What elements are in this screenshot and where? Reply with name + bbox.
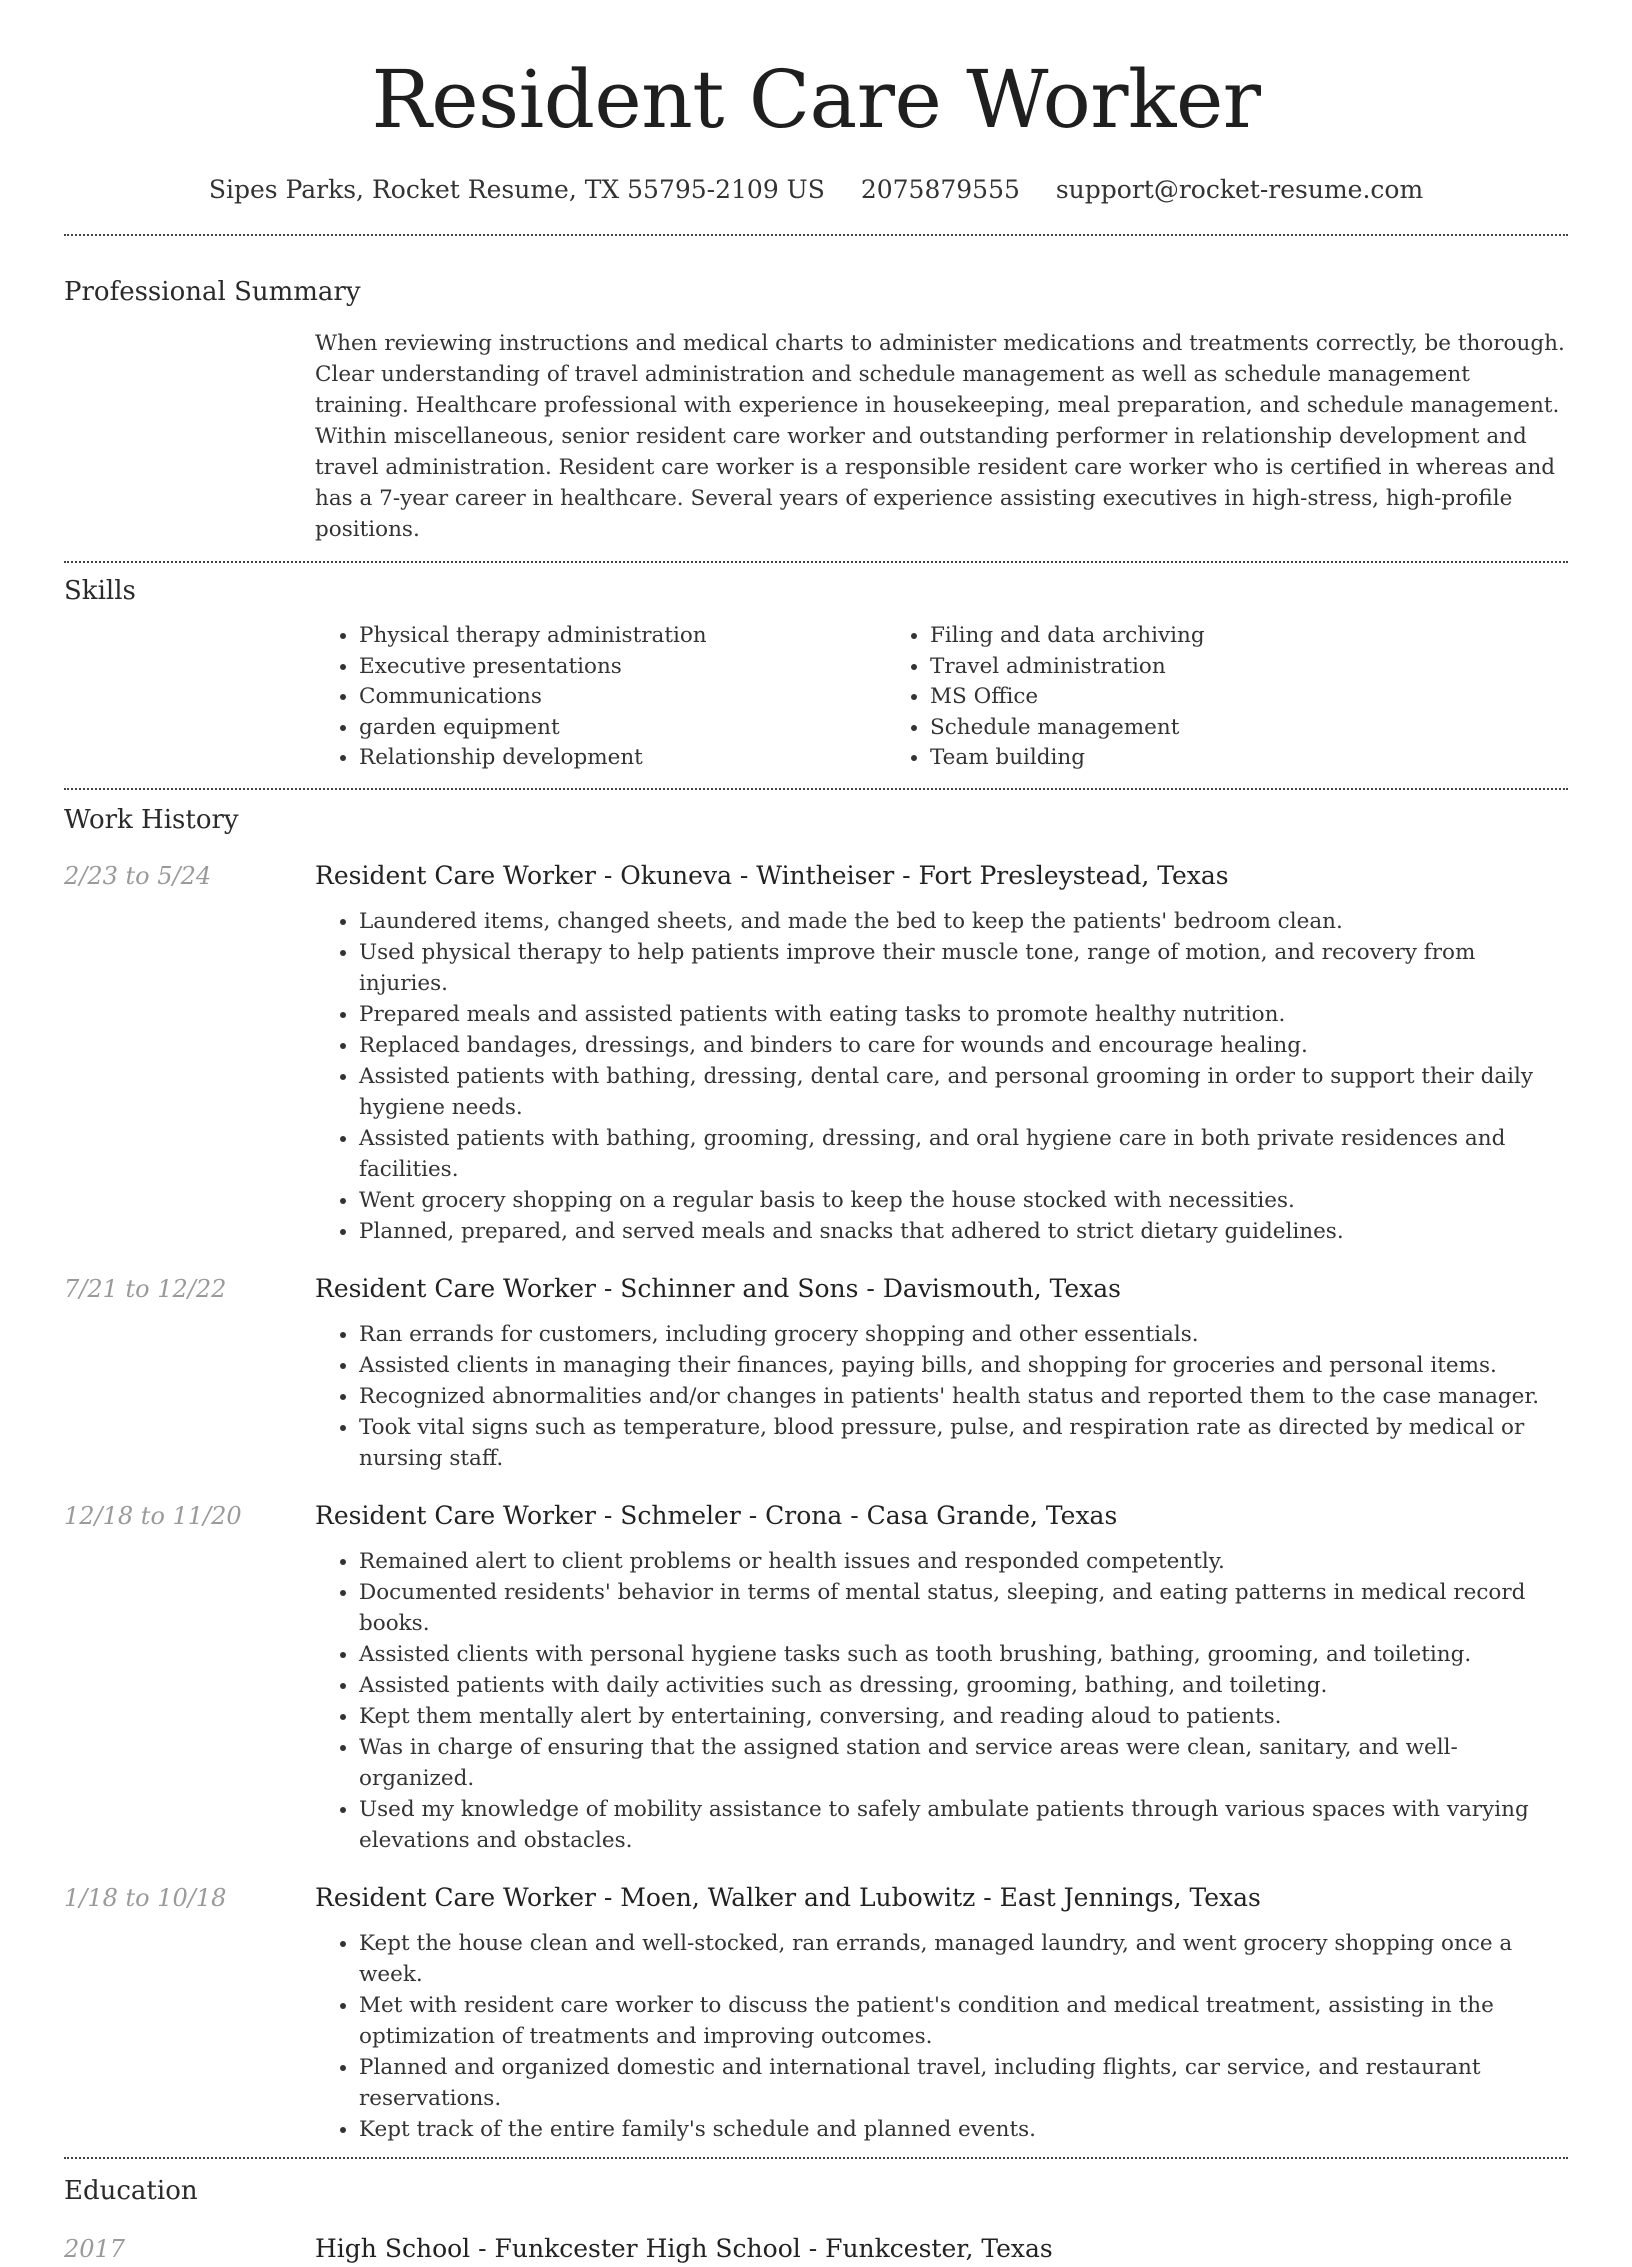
job-bullet: • Laundered items, changed sheets, and made the bed to keep the patients' bedroom clean. — [359, 906, 1568, 937]
job-bullet: • Assisted clients with personal hygiene tasks such as tooth brushing, bathing, grooming, and toileting. — [359, 1639, 1568, 1670]
job-body — [315, 1880, 1568, 2145]
job-bullet: • Used my knowledge of mobility assistance to safely ambulate patients through various spaces with varying elevations and obstacles. — [359, 1794, 1568, 1856]
skills-heading: Skills — [64, 576, 136, 606]
address: Sipes Parks, Rocket Resume, TX 55795-2109 US — [208, 175, 825, 204]
job-dates: 7/21 to 12/22 — [64, 1274, 227, 1303]
skills-column-2 — [886, 621, 1205, 774]
education-entry — [64, 2231, 1568, 2267]
job-dates: 1/18 to 10/18 — [64, 1883, 227, 1912]
job-title: Resident Care Worker - Okuneva - Wintheiser - Fort Presleystead, Texas — [315, 860, 1229, 890]
job-bullet: • Assisted patients with daily activities such as dressing, grooming, bathing, and toileting. — [359, 1670, 1568, 1701]
job-title: Resident Care Worker - Moen, Walker and Lubowitz - East Jennings, Texas — [315, 1882, 1261, 1912]
job-entry — [64, 1498, 1568, 1856]
phone: 2075879555 — [860, 175, 1020, 204]
job-bullet: • Remained alert to client problems or health issues and responded competently. — [359, 1546, 1568, 1577]
job-bullet: • Prepared meals and assisted patients with eating tasks to promote healthy nutrition. — [359, 999, 1568, 1030]
section-divider — [64, 2157, 1568, 2159]
education-title: High School - Funkcester High School - Funkcester, Texas — [315, 2233, 1053, 2263]
job-bullet: • Ran errands for customers, including grocery shopping and other essentials. — [359, 1319, 1568, 1350]
job-bullet: • Went grocery shopping on a regular basis to keep the house stocked with necessities. — [359, 1185, 1568, 1216]
job-bullet: • Planned and organized domestic and international travel, including flights, car service, and restaurant reservations. — [359, 2052, 1568, 2114]
job-title: Resident Care Worker - Schinner and Sons - Davismouth, Texas — [315, 1273, 1121, 1303]
education-body — [315, 2231, 1568, 2267]
candidate-name: Resident Care Worker — [371, 53, 1261, 146]
job-bullet: • Met with resident care worker to discuss the patient's condition and medical treatment, assisting in the optimization of treatments and improving outcomes. — [359, 1990, 1568, 2052]
skill-item: • garden equipment — [359, 713, 886, 744]
job-bullets — [315, 1928, 1568, 2145]
email: support@rocket-resume.com — [1055, 175, 1424, 204]
job-bullet: • Planned, prepared, and served meals and snacks that adhered to strict dietary guidelines. — [359, 1216, 1568, 1247]
job-bullet: • Used physical therapy to help patients improve their muscle tone, range of motion, and recovery from injuries. — [359, 937, 1568, 999]
summary-heading: Professional Summary — [64, 277, 361, 307]
job-bullets — [315, 1546, 1568, 1856]
skill-item: • Physical therapy administration — [359, 621, 886, 652]
job-bullet: • Was in charge of ensuring that the assigned station and service areas were clean, sanitary, and well-organized. — [359, 1732, 1568, 1794]
job-body — [315, 1271, 1568, 1474]
section-divider — [64, 788, 1568, 790]
resume-header — [64, 0, 1568, 210]
skill-item: • Communications — [359, 682, 886, 713]
skill-item: • Team building — [930, 743, 1205, 774]
job-bullet: • Replaced bandages, dressings, and binders to care for wounds and encourage healing. — [359, 1030, 1568, 1061]
skills-column-1 — [315, 621, 886, 774]
skills-list — [315, 621, 1568, 788]
job-bullet: • Assisted patients with bathing, grooming, dressing, and oral hygiene care in both private residences and facilities. — [359, 1123, 1568, 1185]
job-title: Resident Care Worker - Schmeler - Crona - Casa Grande, Texas — [315, 1500, 1118, 1530]
job-bullets — [315, 1319, 1568, 1474]
job-dates: 2/23 to 5/24 — [64, 861, 212, 890]
education-year: 2017 — [64, 2234, 126, 2263]
job-body — [315, 1498, 1568, 1856]
skill-item: • MS Office — [930, 682, 1205, 713]
summary-text: When reviewing instructions and medical charts to administer medications and treatments correctly, be thorough. Clear understanding of travel administration and schedule management as well as schedule management training. Healthcare professional with experience in housekeeping, meal preparation, and schedule management. Within miscellaneous, senior resident care worker and outstanding performer in relationship development and travel administration. Resident care worker is a responsible resident care worker who is certified in whereas and has a 7-year career in healthcare. Several years of experience assisting executives in high-stress, high-profile positions. — [315, 331, 1565, 542]
job-bullet: • Documented residents' behavior in terms of mental status, sleeping, and eating patterns in medical record books. — [359, 1577, 1568, 1639]
job-bullets — [315, 906, 1568, 1247]
job-bullet: • Took vital signs such as temperature, blood pressure, pulse, and respiration rate as directed by medical or nursing staff. — [359, 1412, 1568, 1474]
job-entry — [64, 1880, 1568, 2157]
skill-item: • Schedule management — [930, 713, 1205, 744]
job-bullet: • Kept the house clean and well-stocked, ran errands, managed laundry, and went grocery shopping once a week. — [359, 1928, 1568, 1990]
section-divider — [64, 234, 1568, 236]
job-bullet: • Recognized abnormalities and/or changes in patients' health status and reported them to the case manager. — [359, 1381, 1568, 1412]
contact-line — [64, 170, 1568, 210]
work-history-heading: Work History — [64, 804, 239, 835]
skill-item: • Executive presentations — [359, 652, 886, 683]
skill-item: • Filing and data archiving — [930, 621, 1205, 652]
job-bullet: • Assisted patients with bathing, dressing, dental care, and personal grooming in order to support their daily hygiene needs. — [359, 1061, 1568, 1123]
skill-item: • Relationship development — [359, 743, 886, 774]
job-entry — [64, 858, 1568, 1247]
job-entry — [64, 1271, 1568, 1474]
job-body — [315, 858, 1568, 1247]
job-dates: 12/18 to 11/20 — [64, 1501, 242, 1530]
education-heading: Education — [64, 2175, 198, 2206]
job-bullet: • Kept them mentally alert by entertaining, conversing, and reading aloud to patients. — [359, 1701, 1568, 1732]
section-divider — [64, 561, 1568, 563]
job-bullet: • Kept track of the entire family's schedule and planned events. — [359, 2114, 1568, 2145]
skill-item: • Travel administration — [930, 652, 1205, 683]
job-bullet: • Assisted clients in managing their finances, paying bills, and shopping for groceries and personal items. — [359, 1350, 1568, 1381]
